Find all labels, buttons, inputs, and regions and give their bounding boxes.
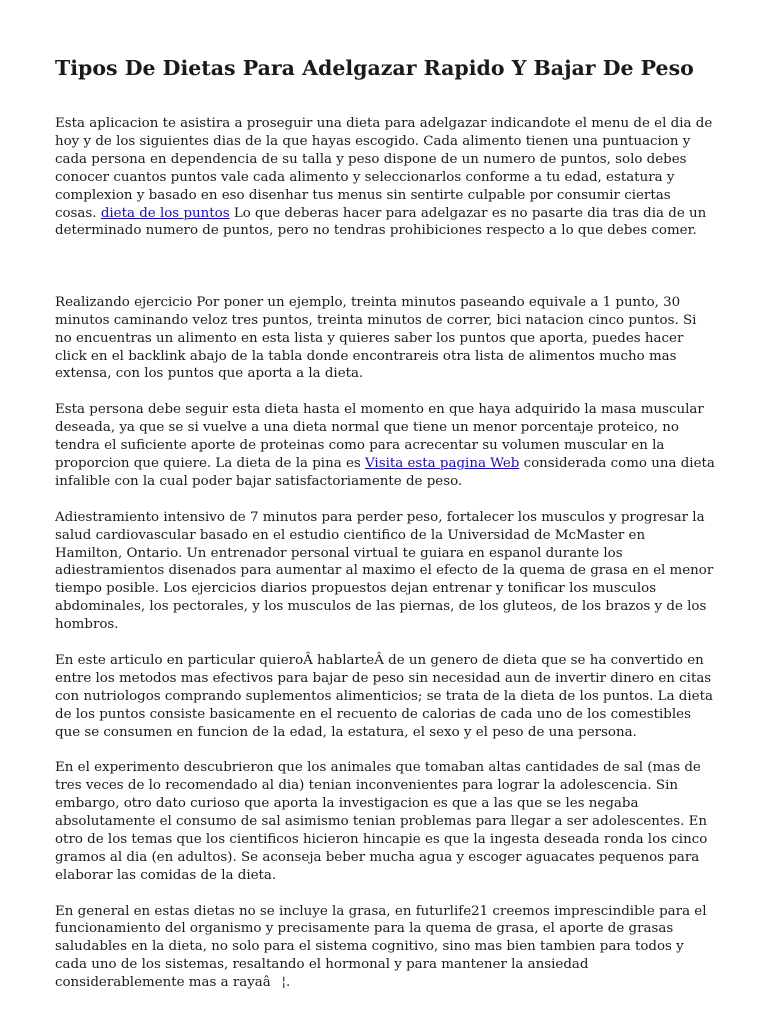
paragraph-3 [55,401,715,491]
paragraph-7: En general en estas dietas no se incluye la grasa, en futurlife21 creemos imprescindible para el funcionamiento del organismo y precisamente para la quema de grasa, el aporte de grasas saludables en la dieta, no solo para el sistema cognitivo, sino mas bien tambien para todos y cada uno de los sistemas, resaltando el hormonal y para mantener la ansiedad considerablemente mas a rayaâ¦. [55,903,707,991]
paragraph-1-text-end: Lo que deberas hacer para adelgazar es no pasarte dia tras dia de un determinado numero de puntos, pero no tendras prohibiciones respecto a lo que debes comer. [55,205,707,239]
paragraph-1 [55,115,715,240]
link-dieta-de-los-puntos[interactable]: dieta de los puntos [100,205,230,221]
paragraph-1-text-start: Esta aplicacion te asistira a proseguir una dieta para adelgazar indicandote el menu de el dia de hoy y de los siguientes dias de la que hayas escogido. Cada alimento tienen una puntuacion y cada persona en dependencia de su talla y peso dispone de un numero de puntos, solo debes conocer cuantos puntos vale cada alimento y seleccionarlos conforme a tu edad, estatura y complexion y basado en eso disenhar tus menus sin sentirte culpable por consumir ciertas cosas. [55,116,713,221]
paragraph-2: Realizando ejercicio Por poner un ejemplo, treinta minutos paseando equivale a 1 punto, 30 minutos caminando veloz tres puntos, treinta minutos de correr, bici natacion cinco puntos. Si no encuentras un alimento en esta lista y quieres saber los puntos que aporta, puedes hacer click en el backlink abajo de la tabla donde encontrareis otra lista de alimentos mucho mas extensa, con los puntos que aporta a la dieta. [55,294,697,382]
document-page [55,54,715,992]
paragraph-3-text-end: considerada como una dieta infalible con la cual poder bajar satisfactoriamente de peso. [55,455,715,489]
paragraph-4: Adiestramiento intensivo de 7 minutos para perder peso, fortalecer los musculos y progresar la salud cardiovascular basado en el estudio cientifico de la Universidad de McMaster en Hamilton, Ontario. Un entrenador personal virtual te guiara en espanol durante los adiestramientos disenados para aumentar al maximo el efecto de la quema de grasa en el menor tiempo posible. Los ejercicios diarios propuestos dejan entrenar y tonificar los musculos abdominales, los pectorales, y los musculos de las piernas, de los gluteos, de los brazos y de los hombros. [55,509,714,633]
paragraph-5: En este articulo en particular quieroÂ hablarteÂ de un genero de dieta que se ha convertido en entre los metodos mas efectivos para bajar de peso sin necesidad aun de invertir dinero en citas con nutriologos comprando suplementos alimenticios; se trata de la dieta de los puntos. La dieta de los puntos consiste basicamente en el recuento de calorias de cada uno de los comestibles que se consumen en funcion de la edad, la estatura, el sexo y el peso de una persona. [55,652,713,740]
paragraph-6: En el experimento descubrieron que los animales que tomaban altas cantidades de sal (mas de tres veces de lo recomendado al dia) tenian inconvenientes para lograr la adolescencia. Sin embargo, otro dato curioso que aporta la investigacion es que a las que se les negaba absolutamente el consumo de sal asimismo tenian problemas para llegar a ser adolescentes. En otro de los temas que los cientificos hicieron hincapie es que la ingesta deseada ronda los cinco gramos al dia (en adultos). Se aconseja beber mucha agua y escoger aguacates pequenos para elaborar las comidas de la dieta. [55,760,708,883]
paragraph-3-text-start: Esta persona debe seguir esta dieta hasta el momento en que haya adquirido la masa muscular deseada, ya que se si vuelve a una dieta normal que tiene un menor porcentaje proteico, no tendra el suficiente aporte de proteinas como para acrecentar su volumen muscular en la proporcion que quiere. La dieta de la pina es [55,402,704,471]
link-visita-esta-pagina-web[interactable]: Visita esta pagina Web [365,455,520,471]
page-title: Tipos De Dietas Para Adelgazar Rapido Y Bajar De Peso [55,56,694,80]
